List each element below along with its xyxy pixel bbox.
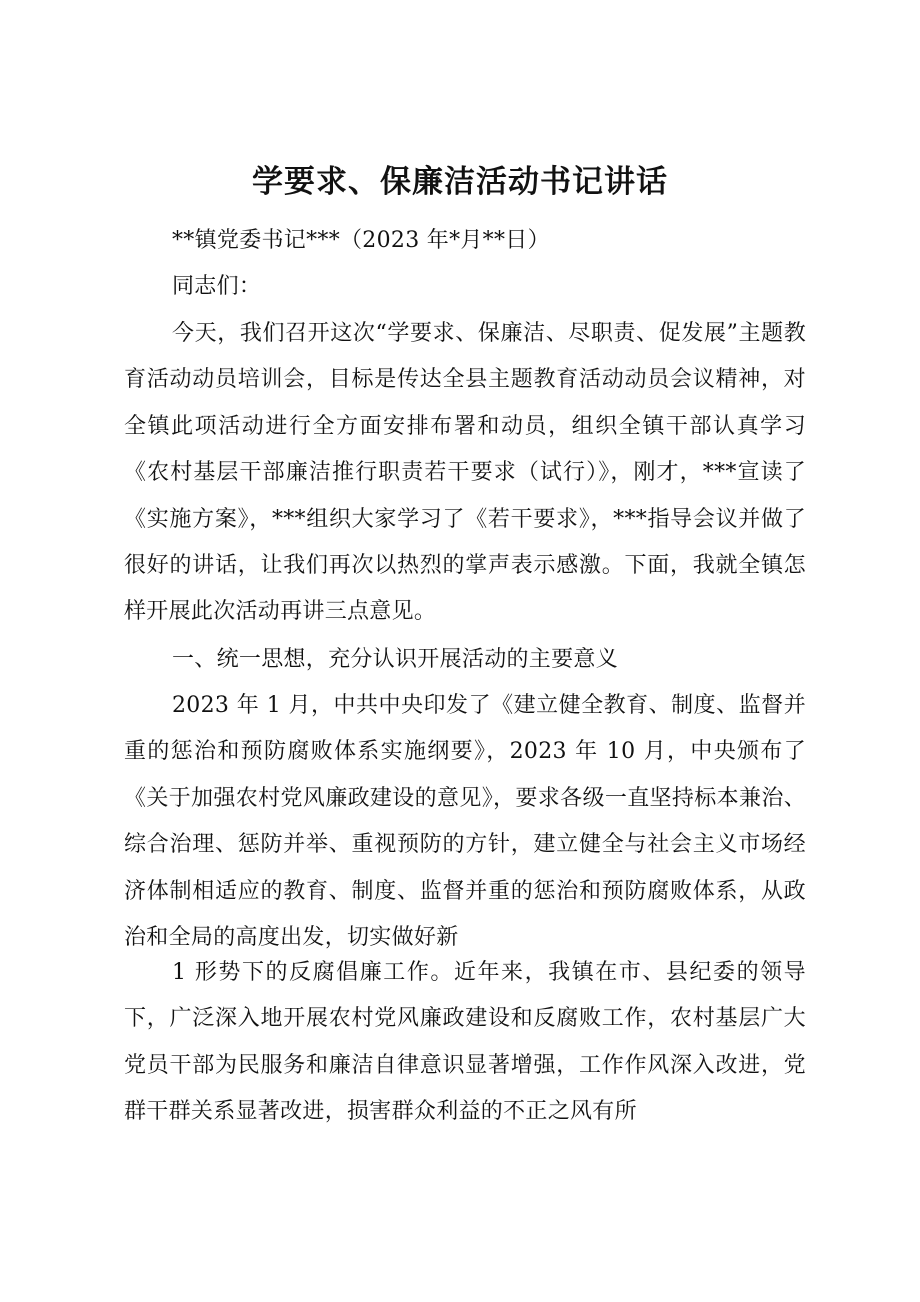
byline: **镇党委书记***（2023 年*月**日） — [172, 228, 550, 253]
paragraph-progress: 1 形势下的反腐倡廉工作。近年来，我镇在市、县纪委的领导下，广泛深入地开展农村党风廉政建设和反腐败工作，农村基层广大党员干部为民服务和廉洁自律意识显著增强，工作作风深入改进，党群干群关系显著改进，损害群众利益的不正之风有所 — [124, 960, 806, 1125]
document-title: 学要求、保廉洁活动书记讲话 — [252, 164, 668, 200]
paragraph-opening: 今天，我们召开这次“学要求、保廉洁、尽职责、促发展”主题教育活动动员培训会，目标是传达全县主题教育活动动员会议精神，对全镇此项活动进行全方面安排布署和动员，组织全镇干部认真学习《农村基层干部廉洁推行职责若干要求（试行）》，刚才，***宣读了《实施方案》，***组织大家学习了《若干要求》，***指导会议并做了很好的讲话，让我们再次以热烈的掌声表示感激。下面，我就全镇怎样开展此次活动再讲三点意见。 — [124, 321, 806, 625]
greeting: 同志们： — [172, 274, 262, 299]
section-heading-1: 一、统一思想，充分认识开展活动的主要意义 — [172, 647, 619, 672]
paragraph-background: 2023 年 1 月，中共中央印发了《建立健全教育、制度、监督并重的惩治和预防腐败体系实施纲要》，2023 年 10 月，中央颁布了《关于加强农村党风廉政建设的意见》，要求各级一直坚持标本兼治、综合治理、惩防并举、重视预防的方针，建立健全与社会主义市场经济体制相适应的教育、制度、监督并重的惩治和预防腐败体系，从政治和全局的高度出发，切实做好新 — [124, 693, 806, 951]
